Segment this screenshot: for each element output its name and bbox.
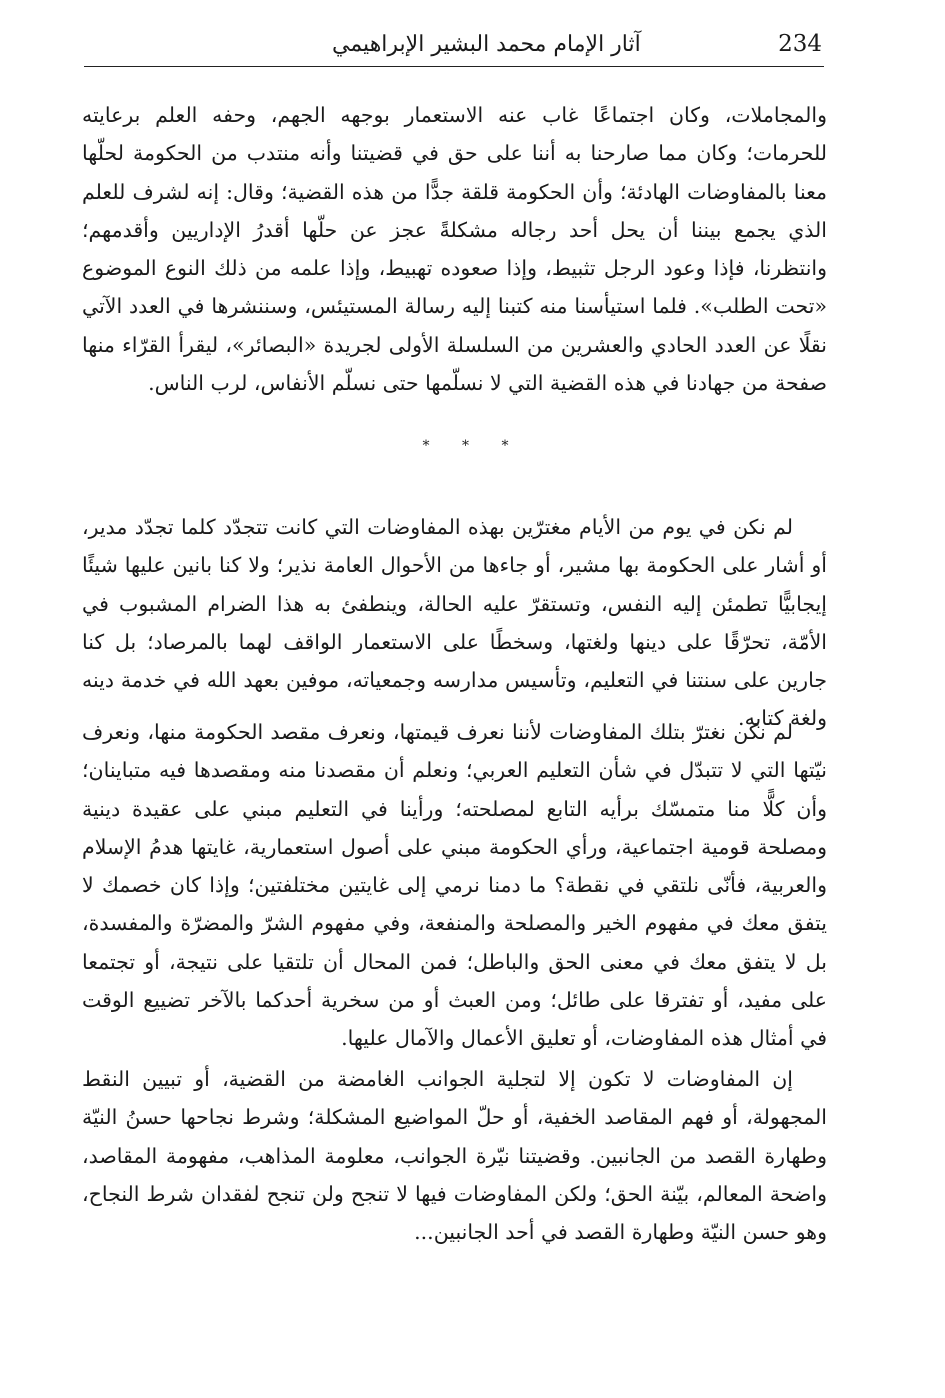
paragraph-4 (82, 1060, 827, 1251)
paragraph-1 (82, 96, 827, 402)
header-rule (84, 66, 824, 67)
section-separator: * * * (422, 438, 523, 454)
paragraph-1-text: والمجاملات، وكان اجتماعًا غاب عنه الاستعمار بوجهه الجهم، وحفه العلم برعايته للحرمات؛ وكان مما صارحنا به أننا على حق في قضيتنا وأنه منتدب من الحكومة لحلّها معنا بالمفاوضات الهادئة؛ وأن الحكومة قلقة جدًّا من هذه القضية؛ وقال: إنه لشرف للعلم الذي يجمع بيننا أن يحل أحد رجاله مشكلةً عجز عن حلّها أقدرُ الإداريين وأقدمهم؛ وانتظرنا، فإذا وعود الرجل تثبيط، وإذا صعوده تهبيط، وإذا علمه من ذلك النوع الموضوع «تحت الطلب». فلما استيأسنا منه كتبنا إليه رسالة المستيئس، وسننشرها في العدد الآتي نقلًا عن العدد الحادي والعشرين من السلسلة الأولى لجريدة «البصائر»، ليقرأ القرّاء منها صفحة من جهادنا في هذه القضية التي لا نسلّمها حتى نسلّم الأنفاس، لرب الناس. (82, 103, 827, 396)
paragraph-2-text: لم نكن في يوم من الأيام مغترّين بهذه المفاوضات التي كانت تتجدّد كلما تجدّد مدير، أو أشار على الحكومة بها مشير، أو جاءها من الأحوال العامة نذير؛ ولا كنا بانين عليها شيئًا إيجابيًّا تطمئن إليه النفس، وتستقرّ عليه الحالة، وينطفئ به هذا الضرام المشبوب في الأمّة، تحرّقًا على دينها ولغتها، وسخطًا على الاستعمار الواقف لهما بالمرصاد؛ بل كنا جارين على سنتنا في التعليم، وتأسيس مدارسه وجمعياته، موفين بعهد الله في خدمة دينه ولغة كتابه. (82, 515, 827, 731)
paragraph-3 (82, 713, 827, 1058)
paragraph-3-text: لم نكن نغترّ بتلك المفاوضات لأننا نعرف قيمتها، ونعرف مقصد الحكومة منها، ونعرف نيّتها التي لا تتبدّل في شأن التعليم العربي؛ ونعلم أن مقصدنا منه ومقصدها فيه متباينان؛ وأن كلًّا منا متمسّك برأيه التابع لمصلحته؛ ورأينا في التعليم مبني على عقيدة دينية ومصلحة قومية اجتماعية، ورأي الحكومة مبني على أصول استعمارية، غايتها هدمُ الإسلام والعربية، فأنّى نلتقي في نقطة؟ ما دمنا نرمي إلى غايتين مختلفتين؛ وإذا كان خصمك لا يتفق معك في مفهوم الخير والمصلحة والمنفعة، وفي مفهوم الشرّ والمضرّة والمفسدة، بل لا يتفق معك في معنى الحق والباطل؛ فمن المحال أن تلتقيا على نتيجة، أو تجتمعا على مفيد، أو تفترقا على طائل؛ ومن العبث أو من سخرية أحدكما بالآخر تضييع الوقت في أمثال هذه المفاوضات، أو تعليق الأعمال والآمال عليها. (82, 720, 827, 1051)
page-header (84, 22, 824, 66)
running-title: آثار الإمام محمد البشير الإبراهيمي (332, 31, 641, 57)
paragraph-4-text: إن المفاوضات لا تكون إلا لتجلية الجوانب الغامضة من القضية، أو تبيين النقط المجهولة، أو فهم المقاصد الخفية، أو حلّ المواضيع المشكلة؛ وشرط نجاحها حسنُ النيّة وطهارة القصد من الجانبين. وقضيتنا نيّرة الجوانب، معلومة المذاهب، مفهومة المقاصد، واضحة المعالم، بيّنة الحق؛ ولكن المفاوضات فيها لا تنجح ولن تنجح لفقدان شرط النجاح، وهو حسن النيّة وطهارة القصد في أحد الجانبين... (82, 1067, 827, 1245)
paragraph-2 (82, 508, 827, 738)
page-number: 234 (778, 31, 822, 57)
